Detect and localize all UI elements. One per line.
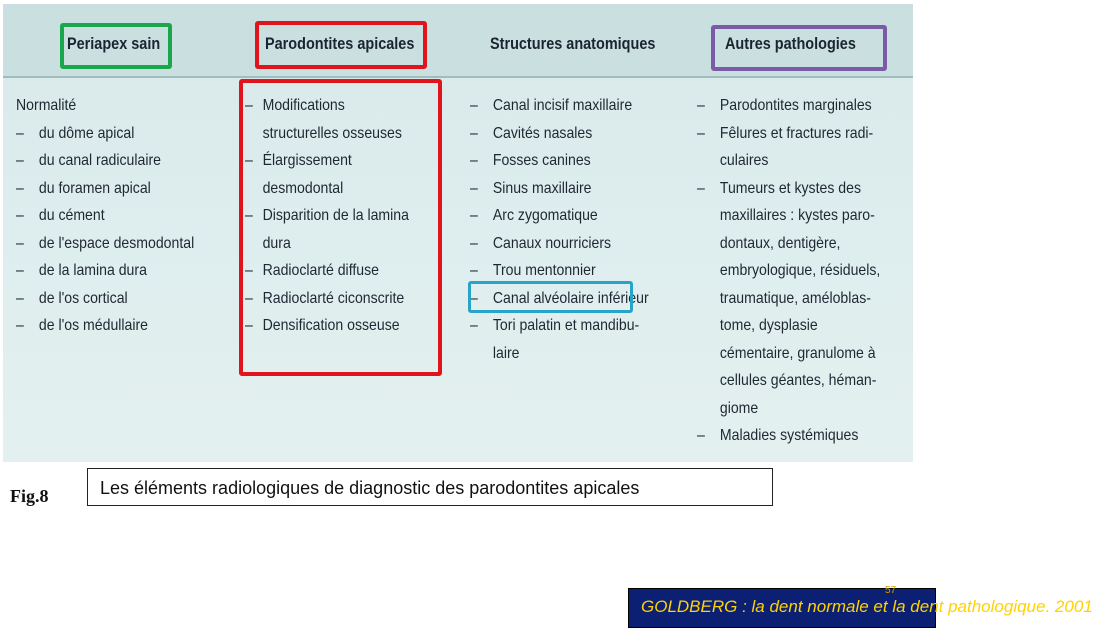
list-item: tome, dysplasie (719, 317, 818, 334)
list-item: – Tumeurs et kystes des (697, 179, 861, 197)
list-item: – Fosses canines (470, 152, 591, 169)
list-item: traumatique, améloblas- (719, 289, 871, 307)
slide-number: 57 (885, 585, 897, 596)
list-item: cellules géantes, héman- (719, 372, 877, 389)
green-highlight-box (60, 23, 172, 69)
list-item: laire (492, 344, 520, 362)
column-periapex-sain (16, 92, 231, 340)
purple-highlight-box (711, 25, 887, 71)
red-header-highlight-box (255, 21, 427, 69)
list-item: – Tori palatin et mandibu- (470, 317, 640, 334)
list-item: – de l'os médullaire (16, 317, 149, 334)
list-item: – de la lamina dura (16, 262, 147, 279)
list-item: – du foramen apical (16, 179, 151, 197)
list-item: – de l'os cortical (16, 289, 128, 307)
list-item: – Trou mentonnier (470, 262, 596, 279)
list-item: – du canal radiculaire (16, 152, 161, 169)
list-item: – Radioclarté diffuse (245, 262, 379, 279)
list-item: – Élargissement (245, 152, 352, 169)
list-item: – Fêlures et fractures radi- (697, 124, 874, 142)
list-item: – Maladies systémiques (697, 427, 859, 444)
list-item: giome (719, 399, 759, 417)
list-item: structurelles osseuses (262, 124, 402, 142)
red-column-highlight-box (239, 79, 442, 376)
header-parodontites-apicales: Parodontites apicales (265, 34, 415, 53)
list-item: – du cément (16, 207, 105, 224)
scanned-table-image (3, 4, 913, 462)
list-item: – Disparition de la lamina (245, 207, 409, 224)
list-item: – du dôme apical (16, 124, 135, 142)
list-item: – Canal incisif maxillaire (470, 97, 633, 114)
column-structures-anatomiques (470, 92, 690, 367)
list-item: cémentaire, granulome à (719, 344, 876, 362)
list-item: maxillaires : kystes paro- (719, 207, 875, 224)
header-autres-pathologies: Autres pathologies (725, 34, 856, 53)
list-item: – Cavités nasales (470, 124, 593, 142)
list-item: embryologique, résiduels, (719, 262, 881, 279)
list-item: – Sinus maxillaire (470, 179, 592, 197)
list-item: – Canal alvéolaire inférieur (470, 289, 649, 307)
figure-caption-row (10, 470, 810, 530)
list-item: – Arc zygomatique (470, 207, 598, 224)
list-item: – Densification osseuse (245, 317, 400, 334)
list-item: culaires (719, 152, 769, 169)
list-item: desmodontal (262, 179, 344, 197)
list-item: dura (262, 234, 291, 252)
figure-caption: Les éléments radiologiques de diagnostic des parodontites apicales (87, 468, 773, 506)
list-item: – Parodontites marginales (697, 97, 872, 114)
list-item: – Canaux nourriciers (470, 234, 612, 252)
list-item: – Radioclarté ciconscrite (245, 289, 405, 307)
list-item: dontaux, dentigère, (719, 234, 841, 252)
list-item: Normalité (16, 97, 77, 114)
figure-label: Fig.8 (10, 486, 49, 506)
list-item: – Modifications (245, 97, 345, 114)
header-periapex-sain: Periapex sain (67, 34, 161, 53)
header-structures-anatomiques: Structures anatomiques (490, 34, 656, 53)
column-autres-pathologies (697, 92, 902, 450)
blue-highlight-box (468, 281, 633, 313)
list-item: – de l'espace desmodontal (16, 234, 195, 252)
citation-box: GOLDBERG : la dent normale et la dent pathologique. 2001 (628, 588, 936, 628)
